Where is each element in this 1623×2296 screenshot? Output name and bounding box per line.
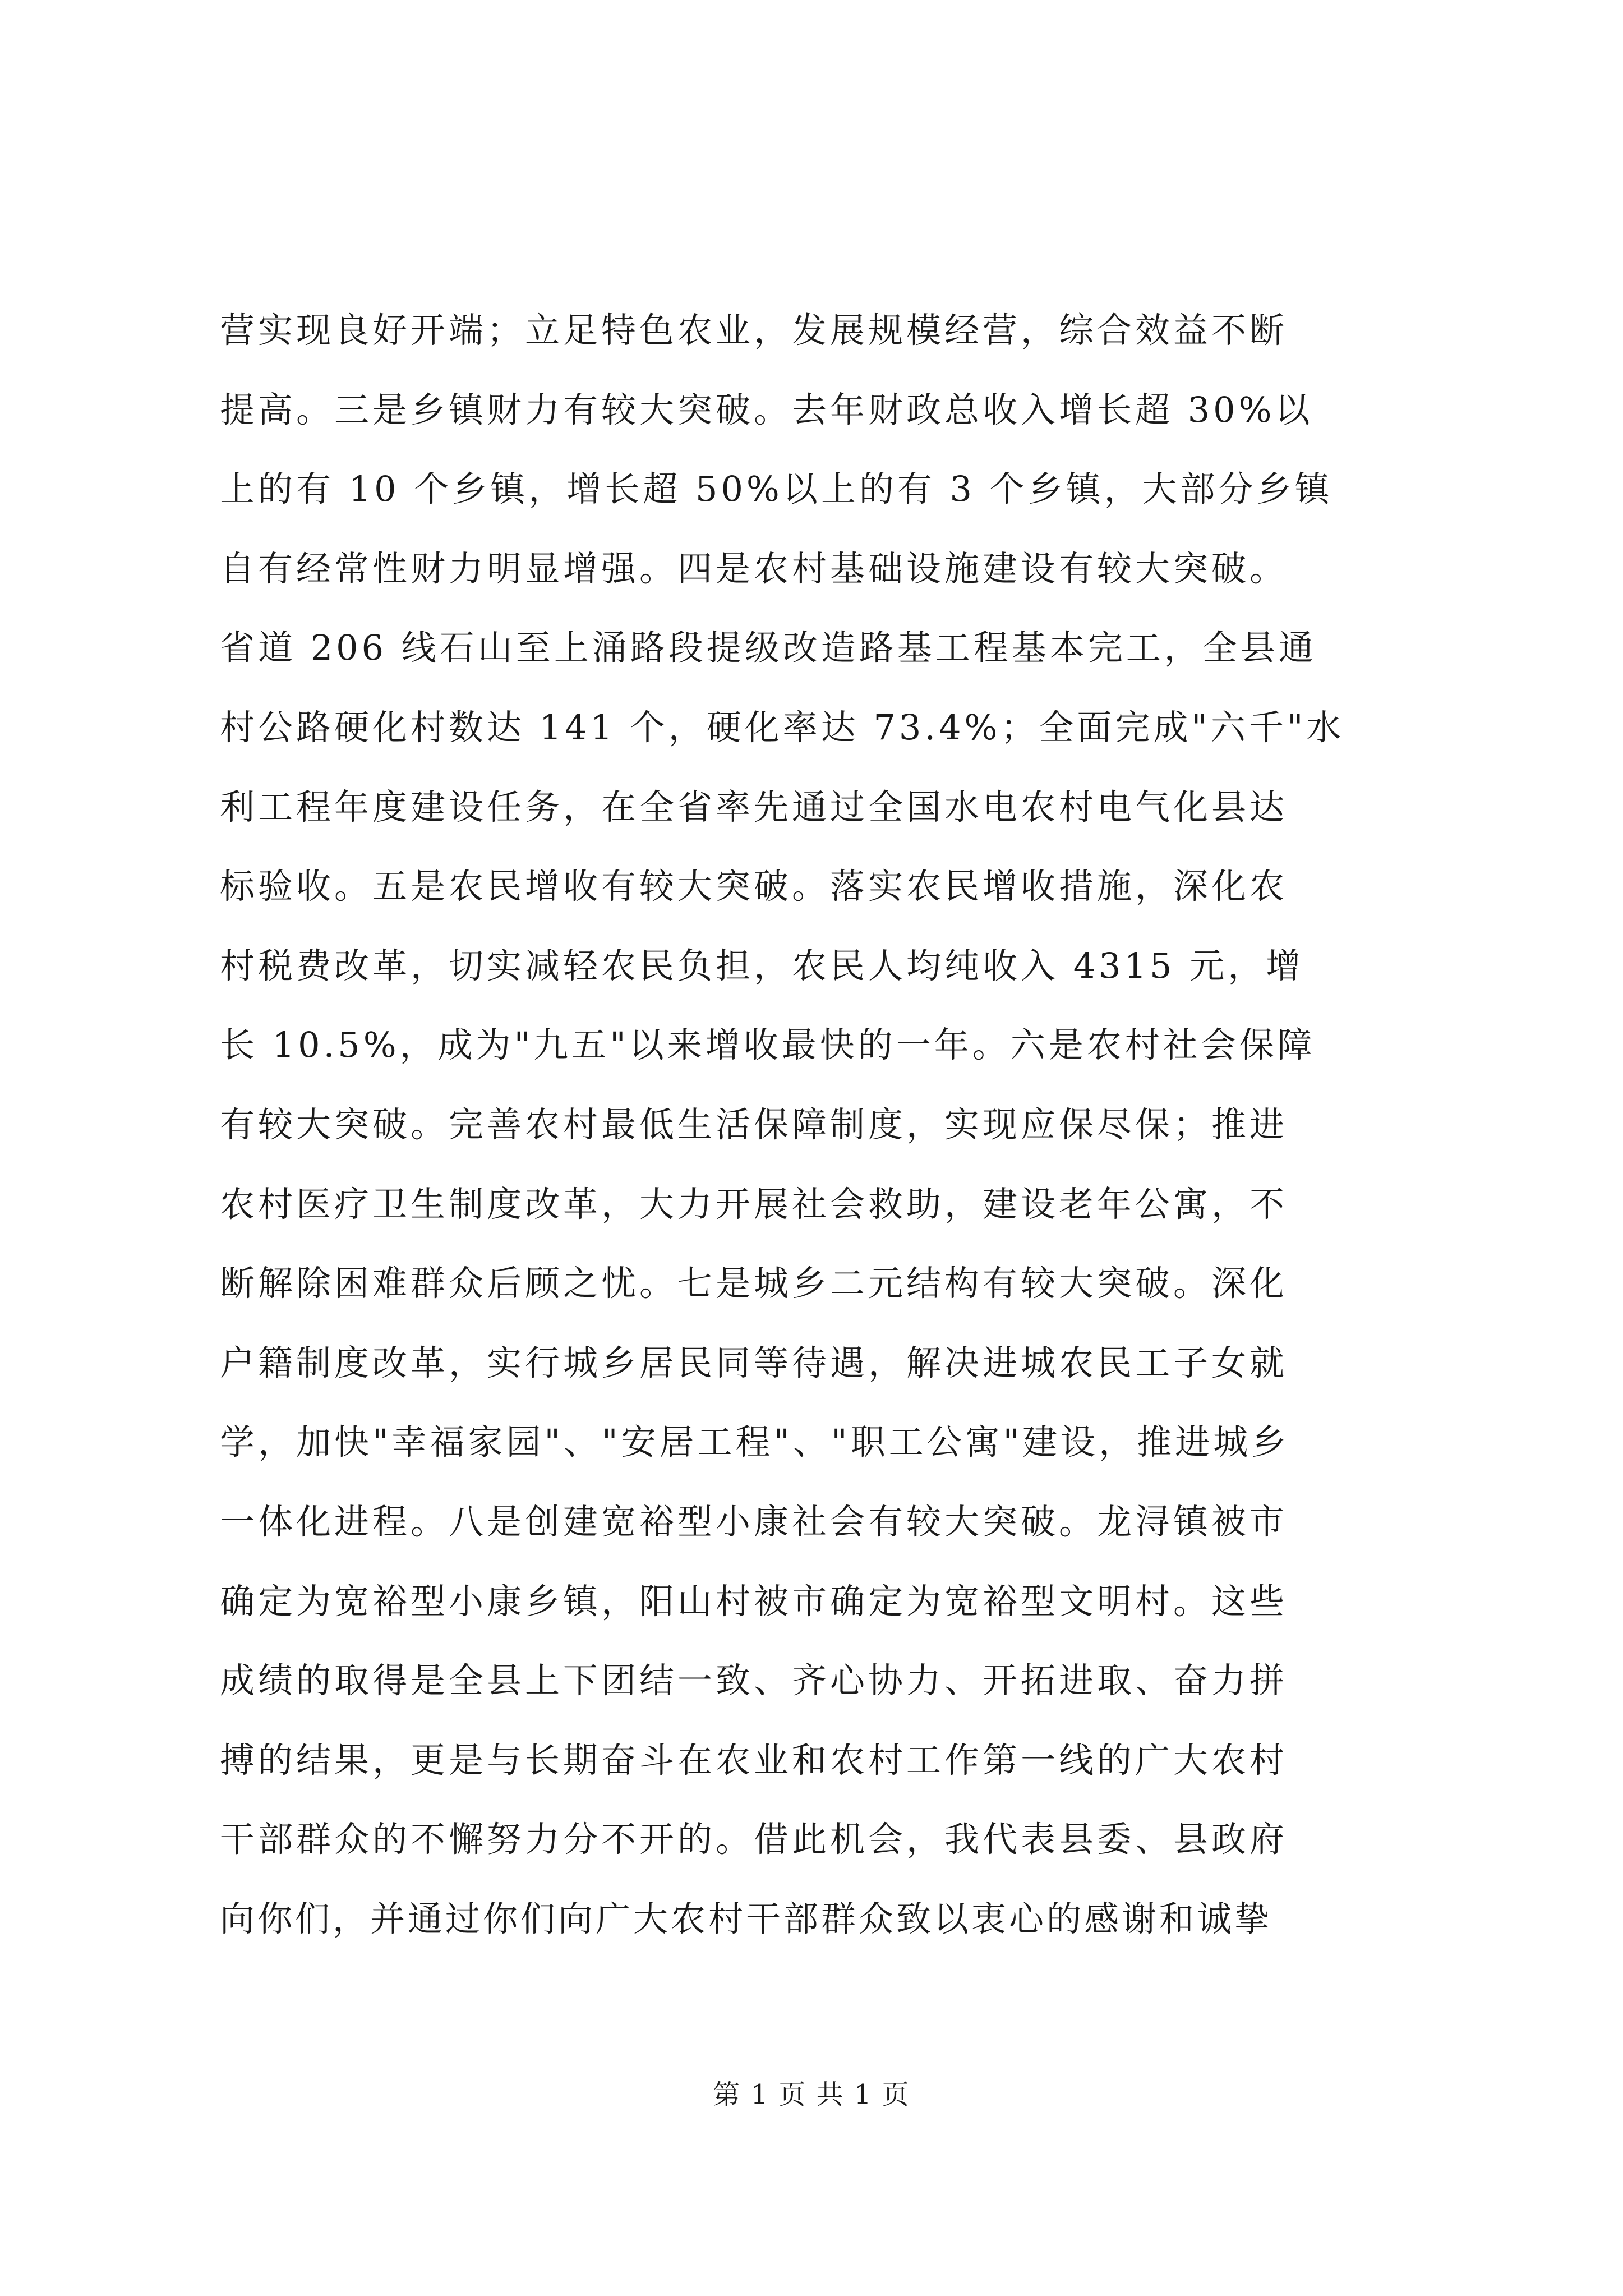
- text-line: 标验收。五是农民增收有较大突破。落实农民增收措施，深化农: [220, 866, 1288, 907]
- text-line: 确定为宽裕型小康乡镇，阳山村被市确定为宽裕型文明村。这些: [220, 1580, 1288, 1622]
- text-line: 学，加快"幸福家园"、"安居工程"、"职工公寓"建设，推进城乡: [220, 1421, 1290, 1463]
- text-line: 成绩的取得是全县上下团结一致、齐心协力、开拓进取、奋力拼: [220, 1660, 1288, 1701]
- text-line: 搏的结果，更是与长期奋斗在农业和农村工作第一线的广大农村: [220, 1739, 1288, 1780]
- page-number-footer: 第 1 页 共 1 页: [713, 2079, 910, 2110]
- text-line: 有较大突破。完善农村最低生活保障制度，实现应保尽保；推进: [220, 1103, 1288, 1145]
- text-line: 自有经常性财力明显增强。四是农村基础设施建设有较大突破。: [220, 547, 1288, 589]
- text-line: 向你们，并通过你们向广大农村干部群众致以衷心的感谢和诚挚: [220, 1898, 1272, 1939]
- text-line: 上的有 10 个乡镇，增长超 50%以上的有 3 个乡镇，大部分乡镇: [220, 468, 1333, 510]
- text-line: 断解除困难群众后顾之忧。七是城乡二元结构有较大突破。深化: [220, 1263, 1288, 1304]
- text-line: 省道 206 线石山至上涌路段提级改造路基工程基本完工，全县通: [220, 627, 1317, 669]
- text-line: 长 10.5%，成为"九五"以来增收最快的一年。六是农村社会保障: [220, 1024, 1316, 1066]
- text-line: 营实现良好开端；立足特色农业，发展规模经营，综合效益不断: [220, 310, 1288, 351]
- text-line: 提高。三是乡镇财力有较大突破。去年财政总收入增长超 30%以: [220, 389, 1313, 430]
- text-line: 村公路硬化村数达 141 个，硬化率达 73.4%；全面完成"六千"水: [220, 706, 1345, 748]
- text-line: 农村医疗卫生制度改革，大力开展社会救助，建设老年公寓，不: [220, 1183, 1288, 1225]
- text-line: 一体化进程。八是创建宽裕型小康社会有较大突破。龙浔镇被市: [220, 1501, 1288, 1542]
- text-line: 干部群众的不懈努力分不开的。借此机会，我代表县委、县政府: [220, 1819, 1288, 1860]
- text-line: 利工程年度建设任务，在全省率先通过全国水电农村电气化县达: [220, 786, 1288, 827]
- document-body: [220, 291, 1426, 1958]
- text-line: 村税费改革，切实减轻农民负担，农民人均纯收入 4315 元，增: [220, 945, 1304, 986]
- text-line: 户籍制度改革，实行城乡居民同等待遇，解决进城农民工子女就: [220, 1342, 1288, 1383]
